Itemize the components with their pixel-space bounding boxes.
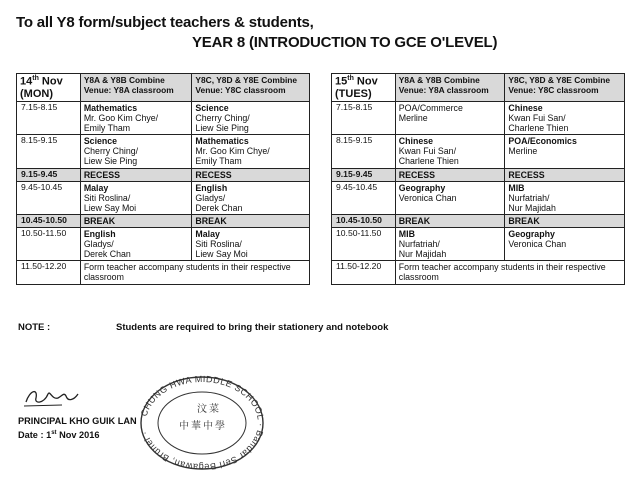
recess-row: 9.15-9.45 RECESS RECESS xyxy=(332,168,625,181)
stamp-char: 菜 xyxy=(209,404,219,415)
stamp-char: 華 xyxy=(191,421,201,432)
tuesday-day-header: 15th Nov (TUES) xyxy=(332,74,396,102)
document-date: Date : 1st Nov 2016 xyxy=(18,430,100,441)
monday-day-header: 14th Nov (MON) xyxy=(17,74,81,102)
principal-name: PRINCIPAL KHO GUIK LAN xyxy=(18,416,137,426)
memo-title: YEAR 8 (INTRODUCTION TO GCE O'LEVEL) xyxy=(192,34,498,51)
table-row: 8.15-9.15 Chinese Kwan Fui San/ Charlene Thien POA/Economics Merline xyxy=(332,135,625,168)
monday-timetable xyxy=(16,73,310,285)
monday-group-a-header: Y8A & Y8B Combine Venue: Y8A classroom xyxy=(80,74,192,102)
table-row: 9.45-10.45 Geography Veronica Chan MIB Nurfatriah/ Nur Majidah xyxy=(332,181,625,214)
tuesday-timetable xyxy=(331,73,625,285)
table-row: 10.50-11.50 English Gladys/ Derek Chan Malay Siti Roslina/ Liew Say Moi xyxy=(17,228,310,261)
table-row: 9.45-10.45 Malay Siti Roslina/ Liew Say Moi English Gladys/ Derek Chan xyxy=(17,181,310,214)
stamp-char: 汶 xyxy=(197,404,207,415)
memo-recipients: To all Y8 form/subject teachers & students, xyxy=(16,14,314,31)
note-text: Students are required to bring their stationery and notebook xyxy=(116,322,389,333)
stamp-char: 學 xyxy=(215,421,225,432)
stamp-char: 中 xyxy=(179,421,189,432)
monday-group-b-header: Y8C, Y8D & Y8E Combine Venue: Y8C classroom xyxy=(192,74,310,102)
principal-signature xyxy=(22,380,82,410)
table-row: 7.15-8.15 POA/Commerce Merline Chinese Kwan Fui San/ Charlene Thien xyxy=(332,101,625,134)
table-row: 11.50-12.20 Form teacher accompany students in their respective classroom xyxy=(17,261,310,284)
table-row: 10.50-11.50 MIB Nurfatriah/ Nur Majidah Geography Veronica Chan xyxy=(332,228,625,261)
stamp-char: 中 xyxy=(203,421,213,432)
note-label: NOTE : xyxy=(18,322,51,333)
tuesday-group-b-header: Y8C, Y8D & Y8E Combine Venue: Y8C classroom xyxy=(505,74,625,102)
table-row: 7.15-8.15 Mathematics Mr. Goo Kim Chye/ Emily Tham Science Cherry Ching/ Liew Sie Ping xyxy=(17,101,310,134)
tuesday-group-a-header: Y8A & Y8B Combine Venue: Y8A classroom xyxy=(395,74,505,102)
break-row: 10.45-10.50 BREAK BREAK xyxy=(332,214,625,227)
recess-row: 9.15-9.45 RECESS RECESS xyxy=(17,168,310,181)
table-row: 8.15-9.15 Science Cherry Ching/ Liew Sie Ping Mathematics Mr. Goo Kim Chye/ Emily Tham xyxy=(17,135,310,168)
break-row: 10.45-10.50 BREAK BREAK xyxy=(17,214,310,227)
table-row: 11.50-12.20 Form teacher accompany students in their respective classroom xyxy=(332,261,625,284)
stamp-outer-text: CHUNG HWA MIDDLE SCHOOL · Bandar Seri Begawan, Brunei · xyxy=(138,374,266,472)
school-stamp xyxy=(138,374,266,472)
